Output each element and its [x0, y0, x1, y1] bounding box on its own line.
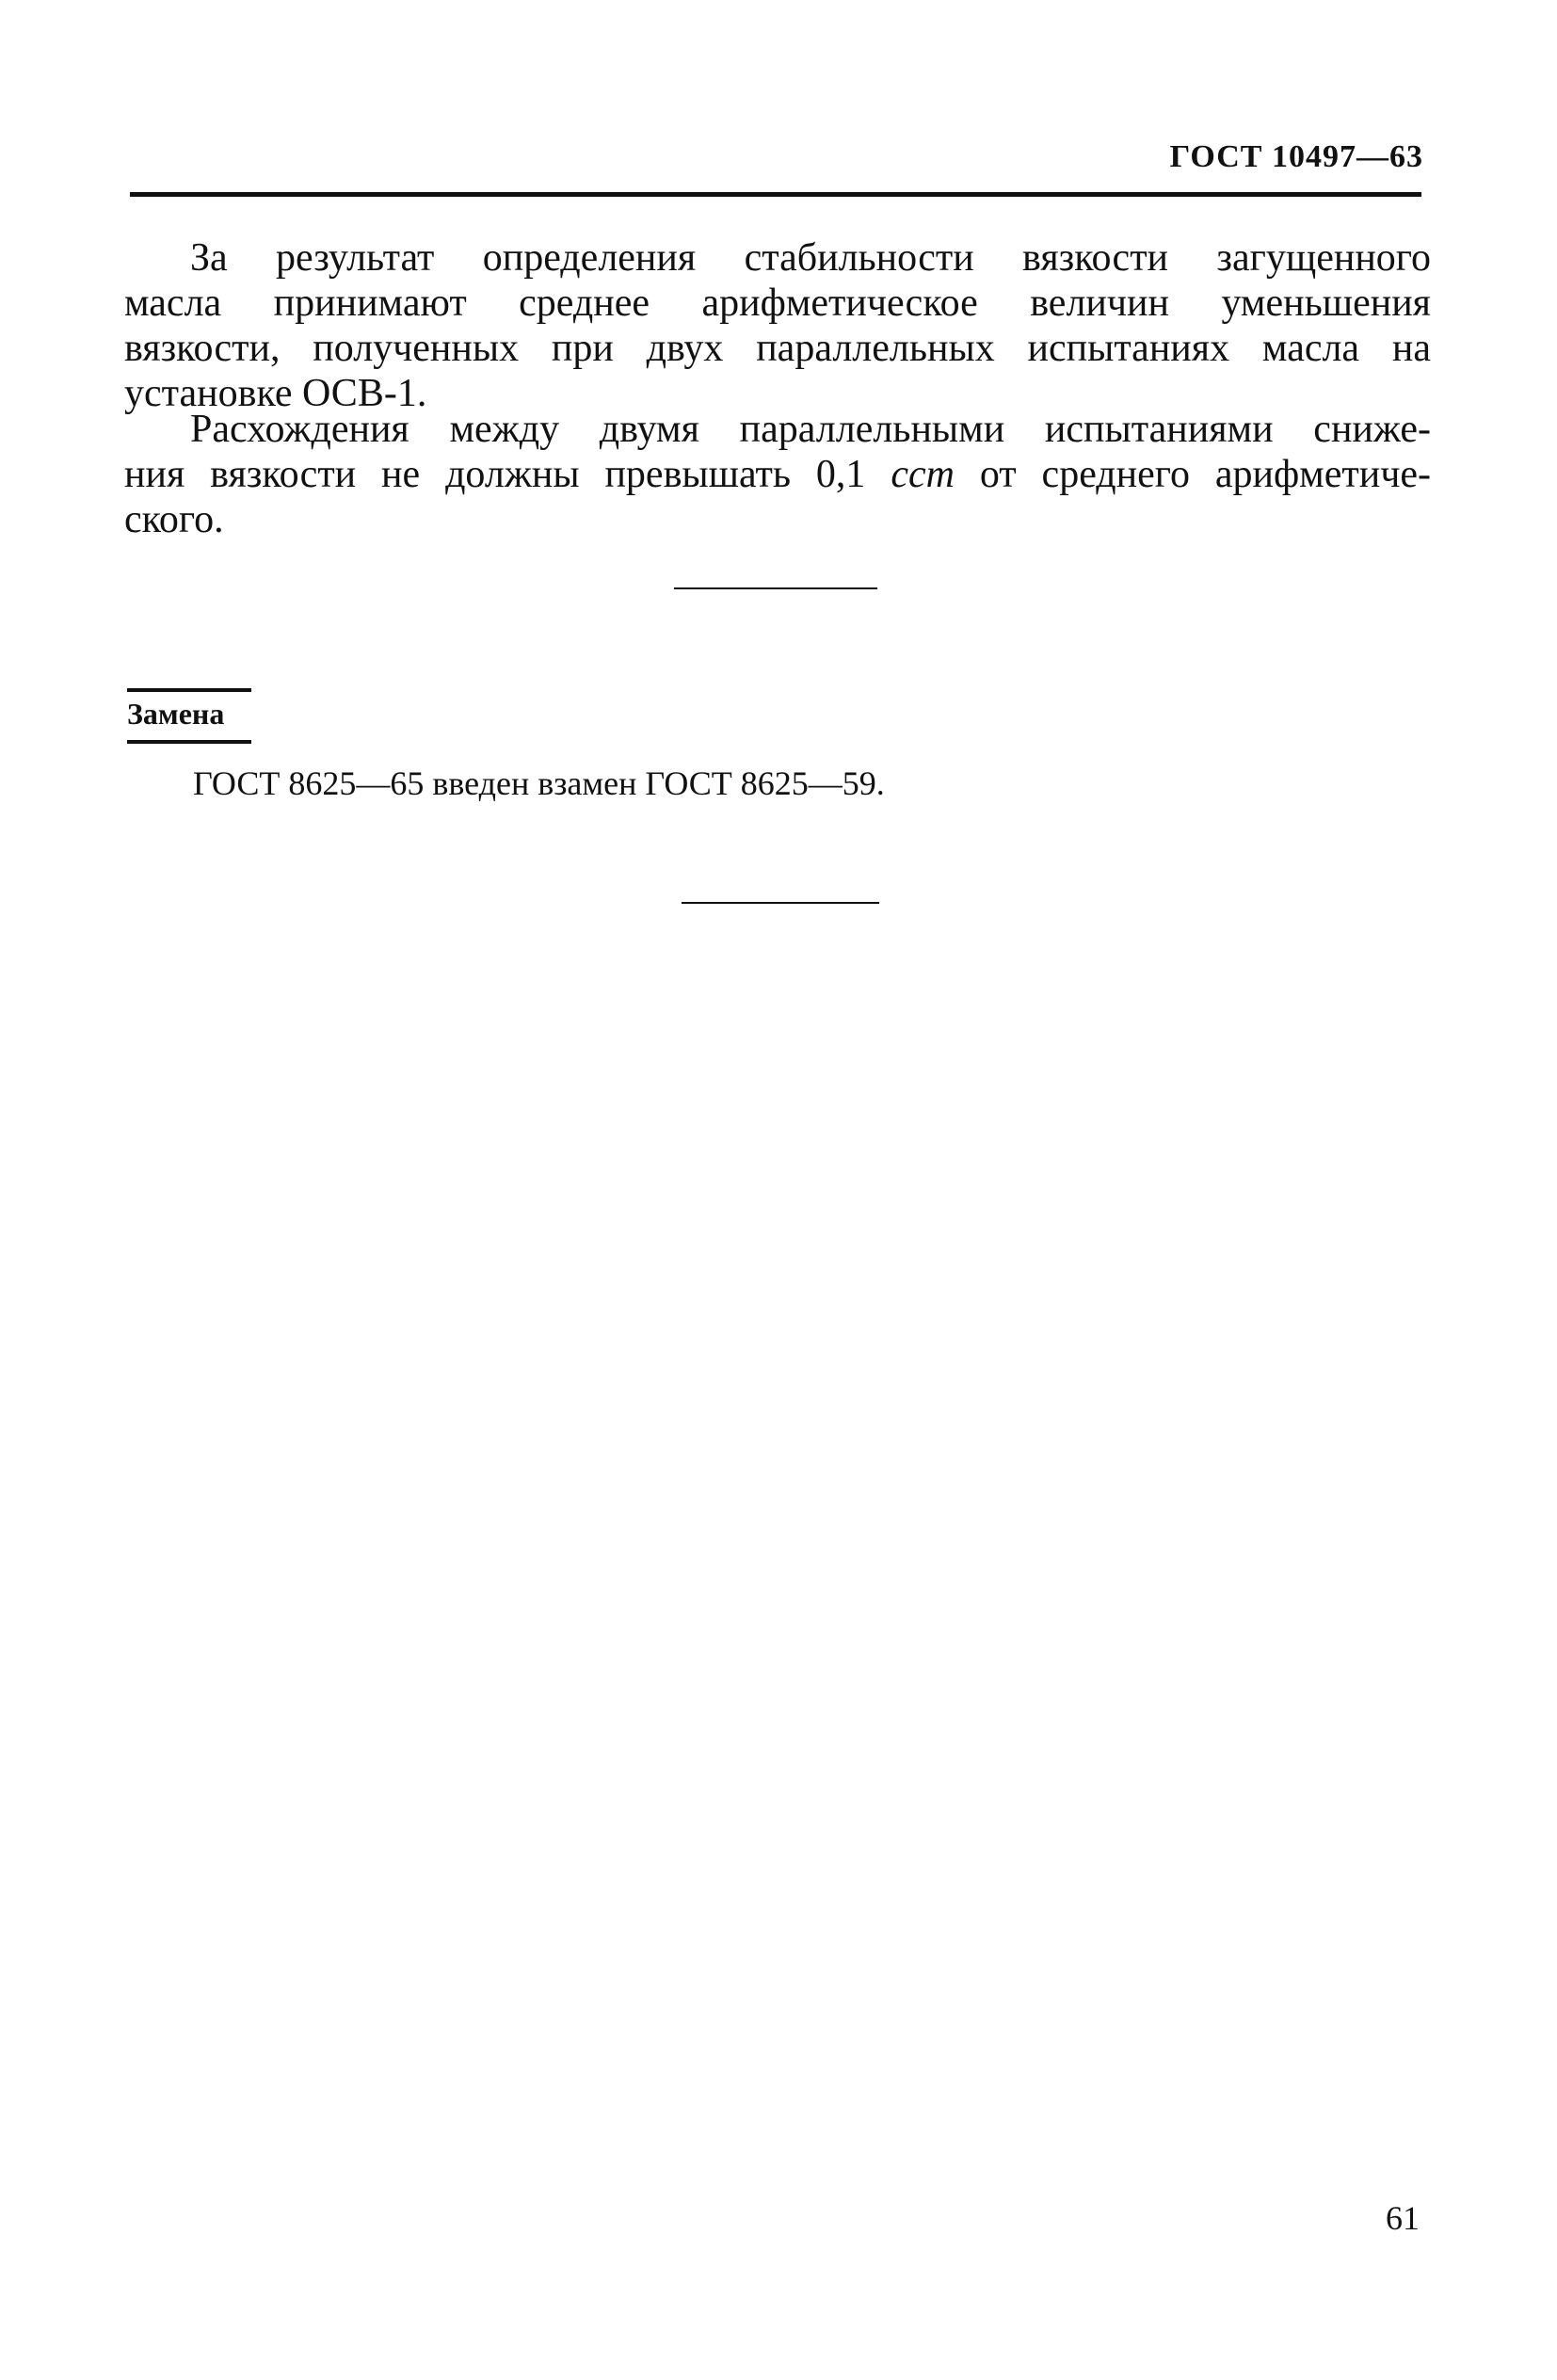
page-number: 61	[1386, 2199, 1420, 2237]
replacement-text: ГОСТ 8625—65 введен взамен ГОСТ 8625—59.	[193, 764, 885, 802]
section-divider	[674, 587, 877, 589]
replacement-underline	[127, 740, 251, 744]
paragraph-result	[124, 235, 1431, 416]
paragraph-line: вязкости, полученных при двух параллельных испытаниях масла на	[124, 327, 1431, 370]
paragraph-line: За результат определения стабильности вязкости загущенного	[190, 236, 1431, 280]
paragraph-line: Расхождения между двумя параллельными испытаниями сниже-	[190, 408, 1431, 451]
line-text: ния вязкости не должны превышать 0,1	[124, 453, 891, 496]
line-text: от среднего арифметиче-	[954, 453, 1431, 496]
replacement-overline	[127, 688, 251, 692]
paragraph-line	[124, 452, 1431, 497]
paragraph-discrepancy	[124, 407, 1431, 542]
paragraph-line: ского.	[124, 498, 224, 541]
header-rule	[130, 192, 1421, 197]
replacement-title: Замена	[127, 697, 225, 731]
paragraph-line: масла принимают среднее арифметическое величин уменьшения	[124, 281, 1431, 325]
unit-cst: сст	[891, 453, 955, 496]
document-code: ГОСТ 10497—63	[1169, 139, 1423, 174]
paragraph-line: установке ОСВ-1.	[124, 372, 427, 415]
section-divider	[682, 902, 879, 904]
